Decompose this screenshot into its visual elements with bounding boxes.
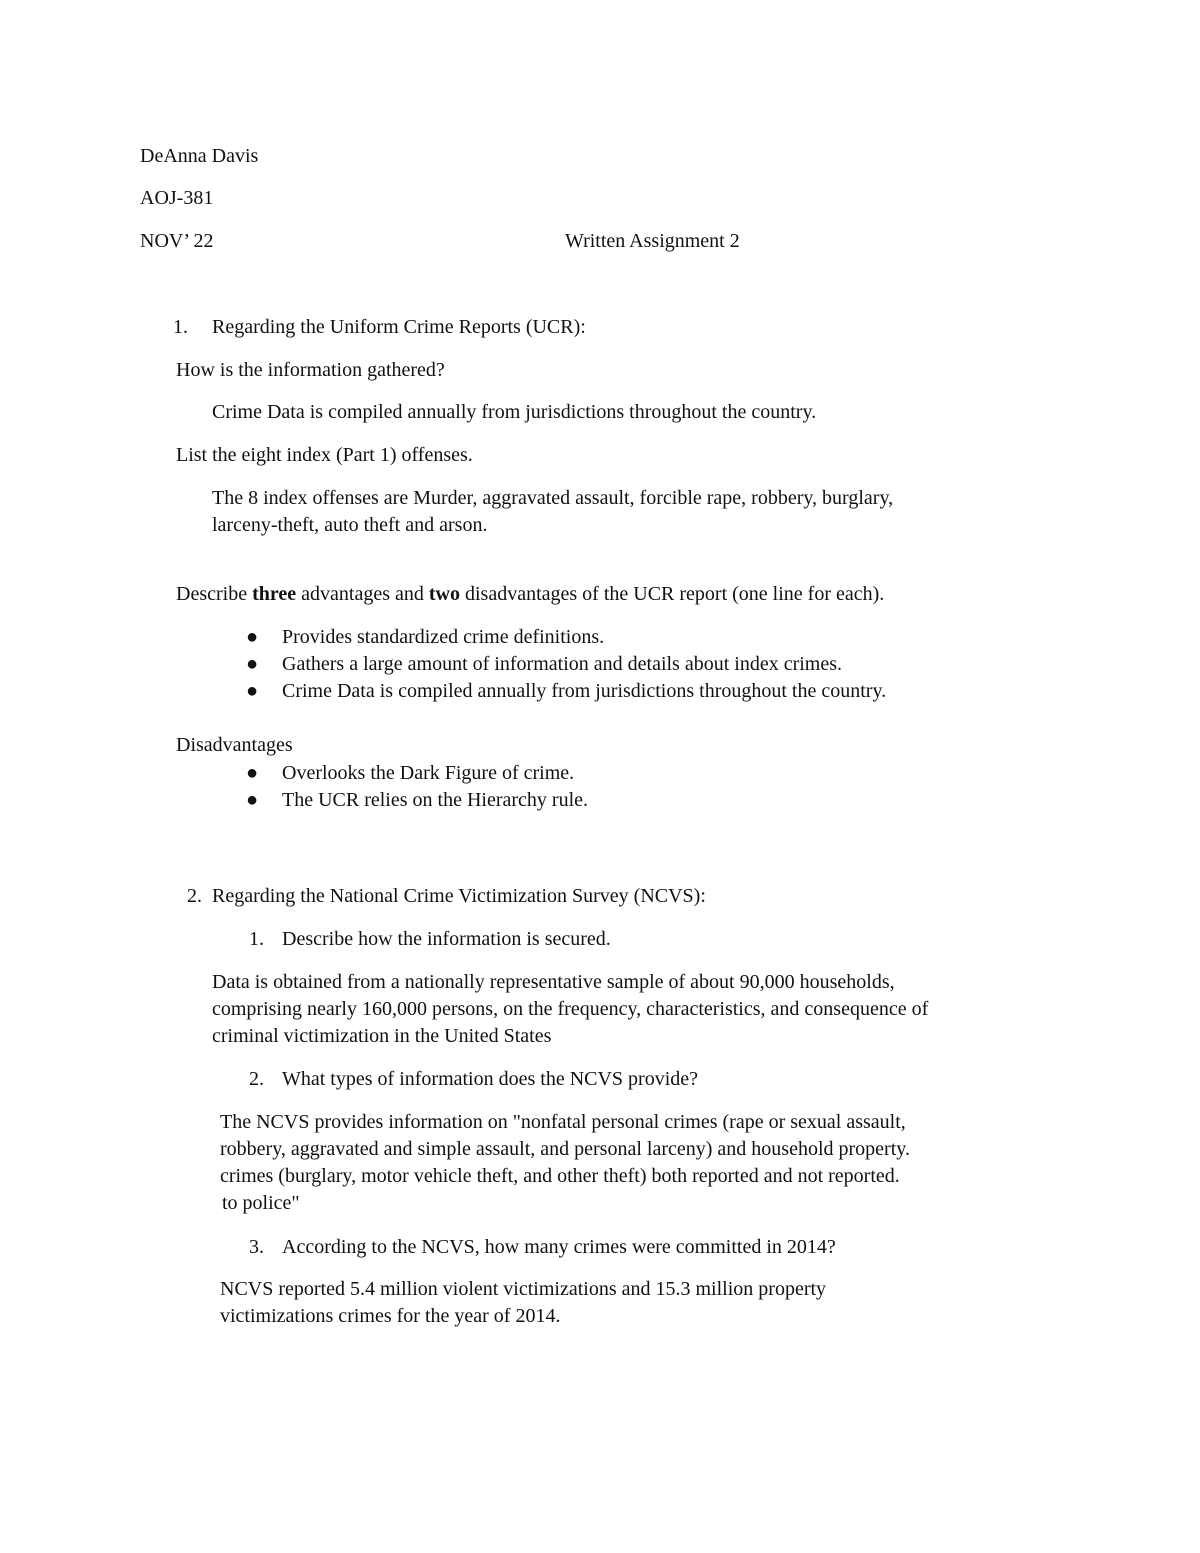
q2-sub2-number: 2. xyxy=(249,1068,264,1090)
disadvantage-item: Overlooks the Dark Figure of crime. xyxy=(282,762,575,784)
q2-sub1-answer-line: criminal victimization in the United States xyxy=(212,1025,552,1047)
describe-pre: Describe xyxy=(176,583,253,605)
advantage-item: Gathers a large amount of information and details about index crimes. xyxy=(282,653,843,675)
describe-post: disadvantages of the UCR report (one line for each). xyxy=(459,583,885,605)
assignment-date: NOV’ 22 xyxy=(140,230,214,252)
q2-sub3-question: According to the NCVS, how many crimes were committed in 2014? xyxy=(282,1236,836,1258)
q2-sub2-answer-line: The NCVS provides information on "nonfatal personal crimes (rape or sexual assault, xyxy=(220,1111,906,1133)
q1-answer-index-line: larceny-theft, auto theft and arson. xyxy=(212,514,488,536)
disadvantages-label: Disadvantages xyxy=(176,734,293,756)
bullet-icon: ● xyxy=(246,762,259,784)
bullet-icon: ● xyxy=(246,626,259,648)
author-name: DeAnna Davis xyxy=(140,145,259,167)
describe-bold-three: three xyxy=(252,583,297,605)
describe-mid: advantages and xyxy=(296,583,429,605)
disadvantage-item: The UCR relies on the Hierarchy rule. xyxy=(282,789,589,811)
q2-sub3-answer-line: victimizations crimes for the year of 2014. xyxy=(220,1305,561,1327)
q2-sub1-answer-line: Data is obtained from a nationally representative sample of about 90,000 households, xyxy=(212,971,895,993)
q1-answer-index-line: The 8 index offenses are Murder, aggravated assault, forcible rape, robbery, burglary, xyxy=(212,487,894,509)
q1-prompt-gathered: How is the information gathered? xyxy=(176,359,445,381)
q2-sub3-answer-line: NCVS reported 5.4 million violent victimizations and 15.3 million property xyxy=(220,1278,827,1300)
advantage-item: Provides standardized crime definitions. xyxy=(282,626,605,648)
q2-sub1-answer-line: comprising nearly 160,000 persons, on the frequency, characteristics, and consequence of xyxy=(212,998,929,1020)
q1-number: 1. xyxy=(173,316,188,338)
assignment-title: Written Assignment 2 xyxy=(565,230,740,252)
bullet-icon: ● xyxy=(246,653,259,675)
course-code: AOJ-381 xyxy=(140,187,214,209)
describe-bold-two: two xyxy=(428,583,460,605)
q2-heading: Regarding the National Crime Victimization Survey (NCVS): xyxy=(212,885,706,907)
bullet-icon: ● xyxy=(246,789,259,811)
q2-sub2-answer-line: robbery, aggravated and simple assault, and personal larceny) and household property. xyxy=(220,1138,910,1160)
q1-heading: Regarding the Uniform Crime Reports (UCR): xyxy=(212,316,586,338)
q2-sub3-number: 3. xyxy=(249,1236,264,1258)
q2-sub2-answer-line: crimes (burglary, motor vehicle theft, and other theft) both reported and not reported. xyxy=(220,1165,900,1187)
q2-sub2-answer-line: to police" xyxy=(222,1192,300,1214)
q1-answer-gathered: Crime Data is compiled annually from jurisdictions throughout the country. xyxy=(212,401,817,423)
q2-number: 2. xyxy=(187,885,202,907)
q2-sub2-question: What types of information does the NCVS provide? xyxy=(282,1068,699,1090)
q2-sub1-number: 1. xyxy=(249,928,264,950)
q1-describe-prompt xyxy=(176,581,884,608)
q2-sub1-question: Describe how the information is secured. xyxy=(282,928,611,950)
advantage-item: Crime Data is compiled annually from jurisdictions throughout the country. xyxy=(282,680,887,702)
bullet-icon: ● xyxy=(246,680,259,702)
q1-prompt-index: List the eight index (Part 1) offenses. xyxy=(176,444,473,466)
